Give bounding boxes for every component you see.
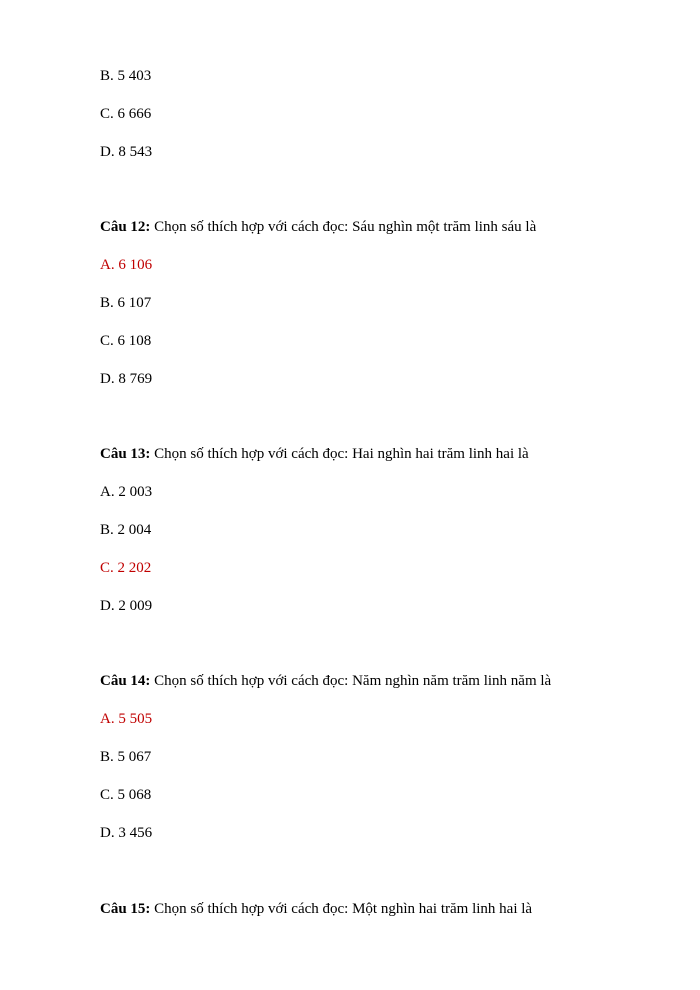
option-14-d: D. 3 456	[100, 825, 153, 841]
question-text: Chọn số thích hợp với cách đọc: Một nghìn hai trăm linh hai là	[150, 901, 533, 917]
option-14-b: B. 5 067	[100, 749, 152, 765]
option-leading-b: B. 5 403	[100, 68, 152, 84]
option-13-c: C. 2 202	[100, 560, 152, 576]
option-leading-c: C. 6 666	[100, 106, 152, 122]
question-text: Chọn số thích hợp với cách đọc: Hai nghìn hai trăm linh hai là	[150, 446, 529, 462]
question-label: Câu 14:	[100, 673, 151, 689]
option-14-a: A. 5 505	[100, 711, 153, 727]
question-label: Câu 15:	[100, 901, 151, 917]
question-13	[100, 445, 529, 463]
option-12-b: B. 6 107	[100, 295, 152, 311]
option-12-c: C. 6 108	[100, 333, 152, 349]
question-14	[100, 672, 551, 690]
option-14-c: C. 5 068	[100, 787, 152, 803]
option-leading-d: D. 8 543	[100, 144, 153, 160]
question-12	[100, 218, 536, 236]
option-12-d: D. 8 769	[100, 371, 153, 387]
question-text: Chọn số thích hợp với cách đọc: Năm nghìn năm trăm linh năm là	[150, 673, 552, 689]
question-label: Câu 12:	[100, 219, 151, 235]
option-12-a: A. 6 106	[100, 257, 153, 273]
question-text: Chọn số thích hợp với cách đọc: Sáu nghìn một trăm linh sáu là	[150, 219, 537, 235]
option-13-a: A. 2 003	[100, 484, 153, 500]
question-15	[100, 900, 532, 918]
option-13-b: B. 2 004	[100, 522, 152, 538]
option-13-d: D. 2 009	[100, 598, 153, 614]
question-label: Câu 13:	[100, 446, 151, 462]
